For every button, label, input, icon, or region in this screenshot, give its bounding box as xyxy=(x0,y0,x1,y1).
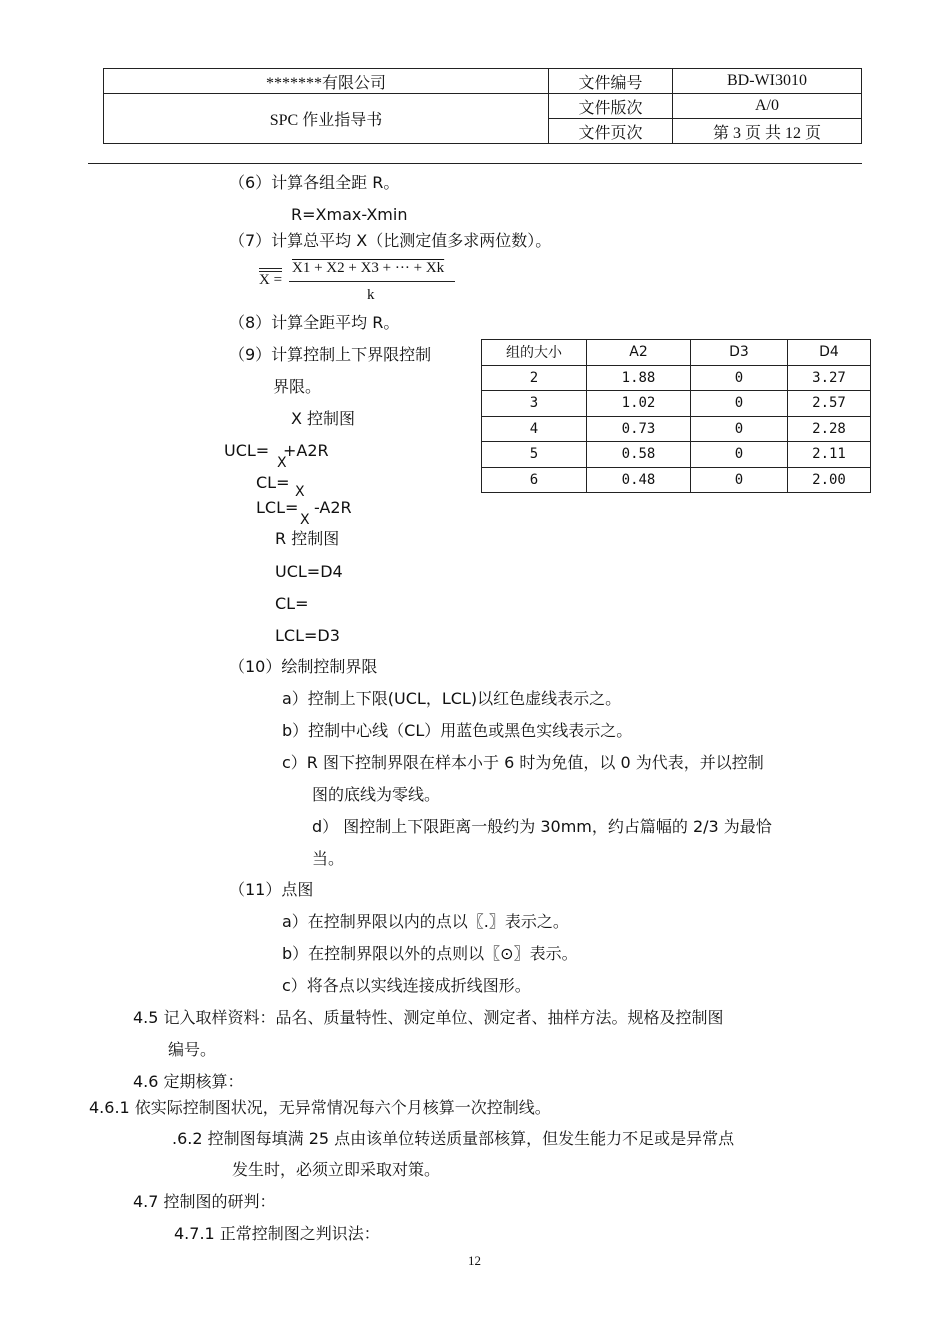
step-6: （6）计算各组全距 R。 xyxy=(229,173,400,192)
table-cell: 3 xyxy=(482,391,587,417)
table-header-cell: A2 xyxy=(587,340,691,366)
section-4-5-line2: 编号。 xyxy=(168,1040,217,1059)
table-header-cell: D4 xyxy=(788,340,871,366)
table-cell: 2.57 xyxy=(788,391,871,417)
table-row xyxy=(482,442,871,468)
lcl-x-symbol: X xyxy=(300,512,310,528)
step-11c: c）将各点以实线连接成折线图形。 xyxy=(282,976,531,995)
table-cell: 0 xyxy=(691,391,788,417)
step-10c-line1: c）R 图下控制界限在样本小于 6 时为免值，以 0 为代表，并以控制 xyxy=(282,753,764,772)
ucl-x-symbol: X xyxy=(277,455,287,471)
table-cell: 3.27 xyxy=(788,365,871,391)
step-10d-line2: 当。 xyxy=(312,849,345,868)
step-10: （10）绘制控制界限 xyxy=(229,657,378,676)
step-9-line2: 界限。 xyxy=(273,377,322,396)
section-4-6-2-line2: 发生时，必须立即采取对策。 xyxy=(232,1160,441,1179)
step-10c-line2: 图的底线为零线。 xyxy=(312,785,441,804)
ucl-r: UCL=D4 xyxy=(275,562,343,581)
cl-r: CL= xyxy=(275,594,309,613)
doc-no-label: 文件编号 xyxy=(549,69,673,94)
ucl-x-term: +A2R xyxy=(283,441,329,460)
step-10a: a）控制上下限(UCL，LCL)以红色虚线表示之。 xyxy=(282,689,622,708)
table-cell: 0 xyxy=(691,416,788,442)
table-cell: 2.11 xyxy=(788,442,871,468)
table-cell: 5 xyxy=(482,442,587,468)
r-chart-heading: R 控制图 xyxy=(275,529,340,548)
page-value: 第 3 页 共 12 页 xyxy=(673,119,862,144)
header-divider xyxy=(88,163,862,164)
table-cell: 2.00 xyxy=(788,467,871,493)
company-name: *******有限公司 xyxy=(104,69,549,94)
table-cell: 0.58 xyxy=(587,442,691,468)
section-4-7: 4.7 控制图的研判： xyxy=(133,1192,276,1211)
table-cell: 0.48 xyxy=(587,467,691,493)
table-row xyxy=(482,416,871,442)
table-cell: 2 xyxy=(482,365,587,391)
grand-mean-numerator: X1 + X2 + X3 + ··· + Xk xyxy=(292,260,445,276)
step-10b: b）控制中心线（CL）用蓝色或黑色实线表示之。 xyxy=(282,721,633,740)
step-9-line1: （9）计算控制上下界限控制 xyxy=(229,345,432,364)
ucl-x-label: UCL= xyxy=(224,441,270,460)
grand-mean-lhs: X = xyxy=(259,270,282,290)
x-chart-heading: X 控制图 xyxy=(291,409,356,428)
lcl-r: LCL=D3 xyxy=(275,626,340,645)
cl-x-label: CL= xyxy=(256,473,290,492)
section-4-6-1: 4.6.1 依实际控制图状况，无异常情况每六个月核算一次控制线。 xyxy=(89,1098,551,1117)
table-cell: 0 xyxy=(691,365,788,391)
lcl-x-term: -A2R xyxy=(314,498,352,517)
doc-no-value: BD-WI3010 xyxy=(673,69,862,94)
table-cell: 0.73 xyxy=(587,416,691,442)
table-cell: 1.88 xyxy=(587,365,691,391)
step-8: （8）计算全距平均 R。 xyxy=(229,313,400,332)
step-6-formula: R=Xmax-Xmin xyxy=(291,205,408,224)
table-cell: 1.02 xyxy=(587,391,691,417)
table-header-row xyxy=(482,340,871,366)
document-header-table xyxy=(103,68,862,144)
step-11a: a）在控制界限以内的点以〖.〗表示之。 xyxy=(282,912,569,931)
version-label: 文件版次 xyxy=(549,94,673,119)
fraction-bar xyxy=(289,281,455,282)
section-4-7-1: 4.7.1 正常控制图之判识法： xyxy=(174,1224,380,1243)
control-chart-coefficient-table xyxy=(481,339,871,493)
document-title: SPC 作业指导书 xyxy=(104,94,549,144)
step-10d-line1: d） 图控制上下限距离一般约为 30mm，约占篇幅的 2/3 为最恰 xyxy=(312,817,772,836)
step-11: （11）点图 xyxy=(229,880,314,899)
section-4-6: 4.6 定期核算： xyxy=(133,1072,244,1091)
table-header-cell: 组的大小 xyxy=(482,340,587,366)
step-7: （7）计算总平均 X（比测定值多求两位数）。 xyxy=(229,231,552,250)
version-value: A/0 xyxy=(673,94,862,119)
section-4-5-line1: 4.5 记入取样资料：品名、质量特性、测定单位、测定者、抽样方法。规格及控制图 xyxy=(133,1008,724,1027)
table-cell: 0 xyxy=(691,467,788,493)
table-cell: 2.28 xyxy=(788,416,871,442)
table-cell: 6 xyxy=(482,467,587,493)
table-row xyxy=(482,391,871,417)
footer-page-number: 12 xyxy=(468,1253,481,1268)
section-4-6-2-line1: .6.2 控制图每填满 25 点由该单位转送质量部核算，但发生能力不足或是异常点 xyxy=(172,1129,735,1148)
table-header-cell: D3 xyxy=(691,340,788,366)
grand-mean-denominator: k xyxy=(367,287,375,303)
page-label: 文件页次 xyxy=(549,119,673,144)
table-row xyxy=(482,467,871,493)
table-cell: 4 xyxy=(482,416,587,442)
table-cell: 0 xyxy=(691,442,788,468)
cl-x-symbol: X xyxy=(295,484,305,500)
step-11b: b）在控制界限以外的点则以〖⊙〗表示。 xyxy=(282,944,578,963)
lcl-x-label: LCL= xyxy=(256,498,299,517)
table-row xyxy=(482,365,871,391)
